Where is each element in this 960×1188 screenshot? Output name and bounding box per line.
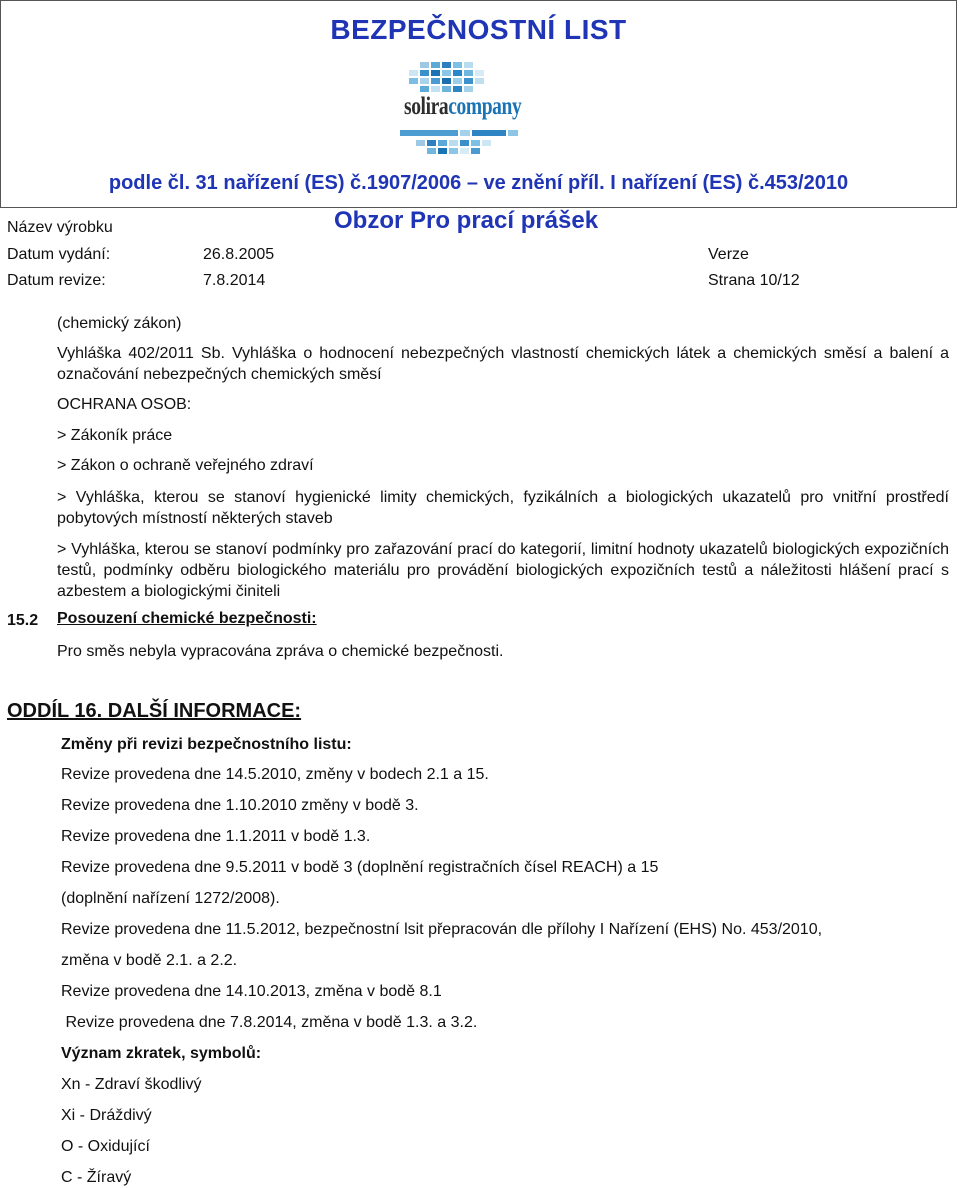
health-law-item: > Zákon o ochraně veřejného zdraví <box>57 457 314 474</box>
subsection-title: Posouzení chemické bezpečnosti: <box>57 610 317 627</box>
issue-date-label: Datum vydání: <box>7 246 111 263</box>
revision-line: Revize provedena dne 9.5.2011 v bodě 3 (doplnění registračních čísel REACH) a 15 <box>61 859 659 876</box>
revision-date-label: Datum revize: <box>7 272 106 289</box>
regulation-line: podle čl. 31 nařízení (ES) č.1907/2006 – ve znění příl. I nařízení (ES) č.453/2010 <box>108 172 849 194</box>
abbreviations-heading: Význam zkratek, symbolů: <box>61 1045 262 1062</box>
product-label: Název výrobku <box>7 219 113 236</box>
document-title: BEZPEČNOSTNÍ LIST <box>330 14 627 45</box>
product-name: Obzor Pro prací prášek <box>334 207 599 234</box>
changes-heading: Změny při revizi bezpečnostního listu: <box>61 736 352 753</box>
abbreviation-item: Xn - Zdraví škodlivý <box>61 1076 202 1093</box>
abbreviation-item: O - Oxidující <box>61 1138 150 1155</box>
revision-line: (doplnění nařízení 1272/2008). <box>61 890 280 907</box>
revision-line: Revize provedena dne 1.1.2011 v bodě 1.3. <box>61 828 371 845</box>
abbreviation-item: Xi - Dráždivý <box>61 1107 152 1124</box>
logo-wordmark: soliracompany <box>404 93 522 120</box>
issue-date: 26.8.2005 <box>203 246 275 263</box>
revision-line: Revize provedena dne 11.5.2012, bezpečnostní lsit přepracován dle přílohy I Nařízení (EHS) No. 453/2010, <box>61 921 823 938</box>
page-number: Strana 10/12 <box>708 272 800 289</box>
abbreviation-item: C - Žíravý <box>61 1169 132 1186</box>
revision-line: Revize provedena dne 7.8.2014, změna v bodě 1.3. a 3.2. <box>61 1014 478 1031</box>
classification-decree-item: > Vyhláška, kterou se stanoví podmínky pro zařazování prací do kategorií, limitní hodnoty ukazatelů biologických expozičních testů, podmínky odběru biologického materiálu pro provádění biologických expozičních testů a náležitosti hlášení prací s azbestem a biologickými činiteli <box>57 541 949 600</box>
revision-date: 7.8.2014 <box>203 272 266 289</box>
version-label: Verze <box>708 246 749 263</box>
chem-law-text: (chemický zákon) <box>57 315 182 332</box>
protection-heading: OCHRANA OSOB: <box>57 396 192 413</box>
section16-heading: ODDÍL 16. DALŠÍ INFORMACE: <box>7 700 302 722</box>
revision-line: změna v bodě 2.1. a 2.2. <box>61 952 238 969</box>
labor-code-item: > Zákoník práce <box>57 427 173 444</box>
decree-paragraph: Vyhláška 402/2011 Sb. Vyhláška o hodnocení nebezpečných vlastností chemických látek a chemických směsí a balení a označování nebezpečných chemických směsí <box>57 345 949 383</box>
revision-line: Revize provedena dne 1.10.2010 změny v bodě 3. <box>61 797 419 814</box>
revision-line: Revize provedena dne 14.10.2013, změna v bodě 8.1 <box>61 983 442 1000</box>
hygiene-decree-item: > Vyhláška, kterou se stanoví hygienické limity chemických, fyzikálních a biologických ukazatelů pro vnitřní prostředí pobytových místností některých staveb <box>57 489 949 527</box>
subsection-text: Pro směs nebyla vypracována zpráva o chemické bezpečnosti. <box>57 643 504 660</box>
subsection-number: 15.2 <box>7 612 39 629</box>
revision-line: Revize provedena dne 14.5.2010, změny v bodech 2.1 a 15. <box>61 766 489 783</box>
